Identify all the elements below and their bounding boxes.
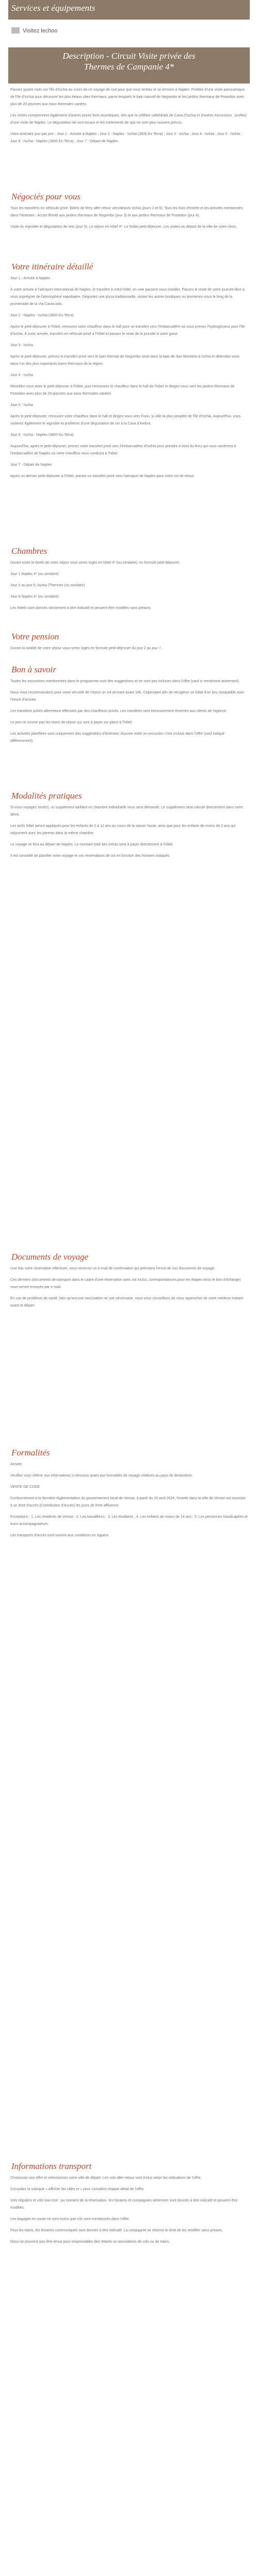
section-text xyxy=(10,560,248,616)
description-title xyxy=(8,50,250,72)
visit-button[interactable] xyxy=(11,27,58,34)
paragraph: Jour 2 - Naples - Ischia (3600 Ex-Terra) xyxy=(10,314,74,317)
section-text xyxy=(10,275,248,484)
paragraph: Jour 3 - Ischia xyxy=(10,344,33,347)
paragraph: Les bagages en soute ne sont inclus que s'ils sont mentionnés dans l'offre. xyxy=(10,2217,130,2221)
paragraph: Pour les trains, les horaires communiqués sont donnés à titre indicatif. La compagnie se réserve le droit de les modifier sans préavis. xyxy=(10,2229,223,2232)
section-text xyxy=(10,678,248,749)
paragraph: Votre itinéraire jour par jour : Jour 1 - Arrivée à Naples ; Jour 2 - Naples - Ischia (3600 Ex-Terra) ; Jour 3 - Ischia ; Jour 4 - Ischia ; Jour 5 - Ischia ; Jour 6 - Ischia - Naples (3600 Ex-Terra) ; Jour 7 - Départ de Naples xyxy=(10,132,242,143)
section-text xyxy=(10,2175,248,2250)
paragraph: Après le petit-déjeuner, prenez le transfert privé vers le bain thermal de Negombo situé dans la baie de San Montano à Ischia et détendez-vous dans l'un des plus importants bains thermaux de la région. xyxy=(10,355,239,366)
paragraph: Passez quatre nuits sur l'île d'Ischia au cours de ce voyage de nuit pour que vous tentiez et se termine à Naples. Profitez d'une visite panoramique de l'île d'Ischia pour découvrir les plus beaux sites thermaux, parmi lesquels le bain naturel de Negombo et les jardins thermaux de Poseidon avec plus de 20 piscines aux eaux thermales variées. xyxy=(10,88,245,106)
section-title: Négociés pour vous xyxy=(11,192,81,201)
paragraph: Durant toute la durée de votre séjour vous serez logés en hôtel 4* (ou similaire), en formule petit-déjeuner. xyxy=(10,561,181,565)
paragraph: Nous vous recommandons pour votre sécurité de choisir un vol arrivant avant 16h. Cependant afin de récupérer un hôtel d'un lieu compatible avec l'heure d'arrivée. xyxy=(10,691,245,702)
paragraph: Après le petit-déjeuner, retrouvez votre chauffeur dans le hall et dirigez-vous vers Forio, la ville la plus peuplée de l'île d'Ischia. Aujourd'hui, vous visiterez également le vignoble et profiterez d'une dégustation de vin à la Cava d'Ambra. xyxy=(10,415,241,426)
paragraph: Aujourd'hui, après le petit-déjeuner, prenez votre transfert privé vers l'embarcadère d'Ischia pour prendre à bord du ferry qui vous ramènera à l'embarcadère de Naples où votre chauffeur vous conduira à l'hôtel. xyxy=(10,445,236,455)
paragraph: Consultez la rubrique « Afficher les villes et » pour connaître chaque détail de l'offre. xyxy=(10,2188,145,2191)
paragraph: Jour 6 - Ischia - Naples (3600 Ex-Terra) xyxy=(10,433,74,437)
section-text xyxy=(10,1265,248,1314)
section-text xyxy=(10,205,248,235)
section-title: Informations transport xyxy=(11,2161,92,2171)
paragraph: Jour 4 - Ischia xyxy=(10,374,33,377)
section-title: Modalités pratiques xyxy=(11,791,82,801)
paragraph: Jour 6 Naples 4* (ou similaire) xyxy=(10,595,59,599)
description-header xyxy=(8,47,250,83)
paragraph: Durant la totalité de votre séjour vous serez logés en formule petit-déjeuner du jour 2 au jour 7. xyxy=(10,647,162,650)
description-title-line2: Thermes de Campanie 4* xyxy=(84,62,174,72)
services-header xyxy=(8,0,250,20)
services-title: Services et équipements xyxy=(11,3,95,13)
section-title: Votre itinéraire détaillé xyxy=(11,262,93,272)
paragraph: Arrivée xyxy=(10,1463,22,1466)
paragraph: Jour 7 - Départ de Naples xyxy=(10,463,52,467)
paragraph: VENTE DE CODE xyxy=(10,1485,40,1489)
paragraph: Nous ne pouvons pas être tenus pour responsables des retards ou annulations de vols ou de trains. xyxy=(10,2240,170,2244)
paragraph: Les visites comprennent également d'autres points forts touristiques, tels que la célèbre cathédrale de Cava d'Ischia et d'autres excursions : profitez d'une visite de Naples. Le dégustation de vins locaux et les traitements de spa ne sont plus souvent prévus. xyxy=(10,114,247,125)
paragraph: Conformément à la dernière réglementation du gouvernement local de Venise, à partir du 25 avril 2024, l'entrée dans la ville de Venise est soumise à un droit d'accès (Contribution d'Accès) les jours de forte affluence. xyxy=(10,1497,246,1507)
paragraph: Jour 2 au jour 5: Ischia (Thermes (ou similaire) xyxy=(10,584,85,587)
paragraph: À votre arrivée à l'aéroport international de Naples, le transfert à votre hôtel, en voie passent vous installer. Passez le reste de votre journée libre à vous imprégner de l'atmosphère napolitaine. Dégustez une pizza traditionnelle, visitez les autres boutiques ou promenez-vous le long de la promenade de la Via Caracciolo. xyxy=(10,288,245,306)
paragraph: Le prix ne couvre pas les taxes de séjour qui sont à payer sur place à l'hôtel. xyxy=(10,721,133,724)
section-title: Documents de voyage xyxy=(11,1252,89,1262)
paragraph: Les transports d'accès sont soumis aux conditions en vigueur. xyxy=(10,1534,109,1537)
paragraph: Les activités planifiées sont uniquement des suggestions d'itinéraire. Aucune visite ou excursion n'est incluse dans l'offre (sauf indiqué différemment). xyxy=(10,732,225,743)
paragraph: Exceptions : 1. Les résidents de Venise ; 2. Les travailleurs ; 3. Les étudiants ; 4. Les enfants de moins de 14 ans ; 5. Les personnes handicapées et leurs accompagnateurs. xyxy=(10,1515,248,1526)
section-title: Formalités xyxy=(11,1448,50,1458)
visit-label: Visitez lechoo xyxy=(23,28,58,34)
section-title: Votre pension xyxy=(11,632,59,641)
paragraph: Jour 5 - Ischia xyxy=(10,403,33,407)
description-title-line1: Description - Circuit Visite privée des xyxy=(62,51,196,61)
paragraph: Visite du vignoble et dégustation de vins (jour 5). Le séjour en hôtel 4*. Le forfait petit-déjeuner. Les visites au départ de la ville de votre choix. xyxy=(10,225,237,229)
paragraph: Ces derniers (documents de transport dans le cadre d'une réservation avec vol inclus, correspondances pour les étapes et/ou le bon d'échange) vous seront envoyés par e-mail. xyxy=(10,1278,241,1289)
paragraph: Une fois votre réservation effectuée, vous recevrez un e-mail de confirmation qui précisera l'envoi de vos documents de voyage. xyxy=(10,1267,215,1270)
paragraph: Le voyage se fera au départ de Naples. Le montant total des extras sera à payer directement à l'hôtel. xyxy=(10,843,174,846)
section-text xyxy=(10,645,248,656)
paragraph: Si vous voyagez seul(e), un supplément tarifaire en chambre individuelle vous sera demandé. Le supplément sera calculé directement dans votre devis. xyxy=(10,806,243,817)
paragraph: Jour 1 - Arrivée à Naples xyxy=(10,277,51,280)
section-text xyxy=(10,1461,248,1544)
paragraph: Après le petit-déjeuner à l'hôtel, retrouvez votre chauffeur dans le hall pour un transfert vers l'embarcadère où vous prenez l'hydroglisseur pour l'île d'Ischia. À votre arrivée, transfert en véhicule privé à l'hôtel et passez le reste de la journée à votre guise. xyxy=(10,325,245,336)
tour-icon xyxy=(11,27,20,33)
paragraph: Tous les transferts en véhicule privé. Billets de ferry aller-retour vers/depuis Ischia (jours 2 et 6). Tous les frais d'entrée et les activités mentionnés dans l'itinéraire : Accès illimité aux jardins thermaux de Negombo (jour 3) et aux jardins thermaux de Poseidon (jour 4). xyxy=(10,207,243,217)
paragraph: Vols réguliers et vols low-cost : au moment de la réservation, les horaires et compagnies aériennes sont donnés à titre indicatif et peuvent être modifiés. xyxy=(10,2199,238,2210)
paragraph: Jour 1 Naples 4* (ou similaire) xyxy=(10,572,59,576)
section-title: Bon à savoir xyxy=(11,665,56,674)
section-text xyxy=(10,804,248,864)
section-text xyxy=(10,87,248,149)
paragraph: Les hôtels sont donnés strictement à titre indicatif et peuvent être modifiés sans préavis. xyxy=(10,606,152,610)
paragraph: Après un dernier petit-déjeuner à l'hôtel, prenez un transfert privé vers l'aéroport de Naples pour votre vol de retour. xyxy=(10,474,195,478)
paragraph: Toutes les excursions mentionnées dans le programme sont des suggestions et ne sont pas incluses dans l'offre (sauf si mentionné autrement). xyxy=(10,680,240,683)
paragraph: Veuillez vous référer aux informations ci-dessous quant aux formalités de voyage relatives au pays de destination. xyxy=(10,1474,193,1478)
paragraph: Il est conseillé de planifier votre voyage et vos réservations de vol en fonction des horaires indiqués. xyxy=(10,854,171,858)
section-title: Chambres xyxy=(11,546,47,556)
paragraph: Les tarifs hôtel seront appliqués pour les enfants de 2 à 12 ans au cours de la saison haute, ainsi que pour les enfants de moins de 2 ans qui séjournent avec les parents dans la même chambre. xyxy=(10,824,236,835)
paragraph: En cas de problème de santé, bien qu'aucune vaccination ne soit nécessaire, nous vous conseillons de vous rapprocher de votre médecin traitant avant le départ. xyxy=(10,1297,244,1308)
paragraph: Les transferts privés aller/retour effectués par des chauffeurs privés. Les transferts sont exclusivement réservés aux clients de l'agence. xyxy=(10,709,228,713)
paragraph: Réveillez-vous avec le petit-déjeuner à l'hôtel, puis rencontrez le chauffeur dans le hall de l'hôtel et dirigez-vous vers les jardins thermaux de Poseidon avec plus de 20 piscines aux eaux thermales variées. xyxy=(10,385,235,396)
paragraph: Choisissez une offre et sélectionnez votre ville de départ. Les vols aller-retour sont inclus selon les indications de l'offre. xyxy=(10,2176,202,2180)
